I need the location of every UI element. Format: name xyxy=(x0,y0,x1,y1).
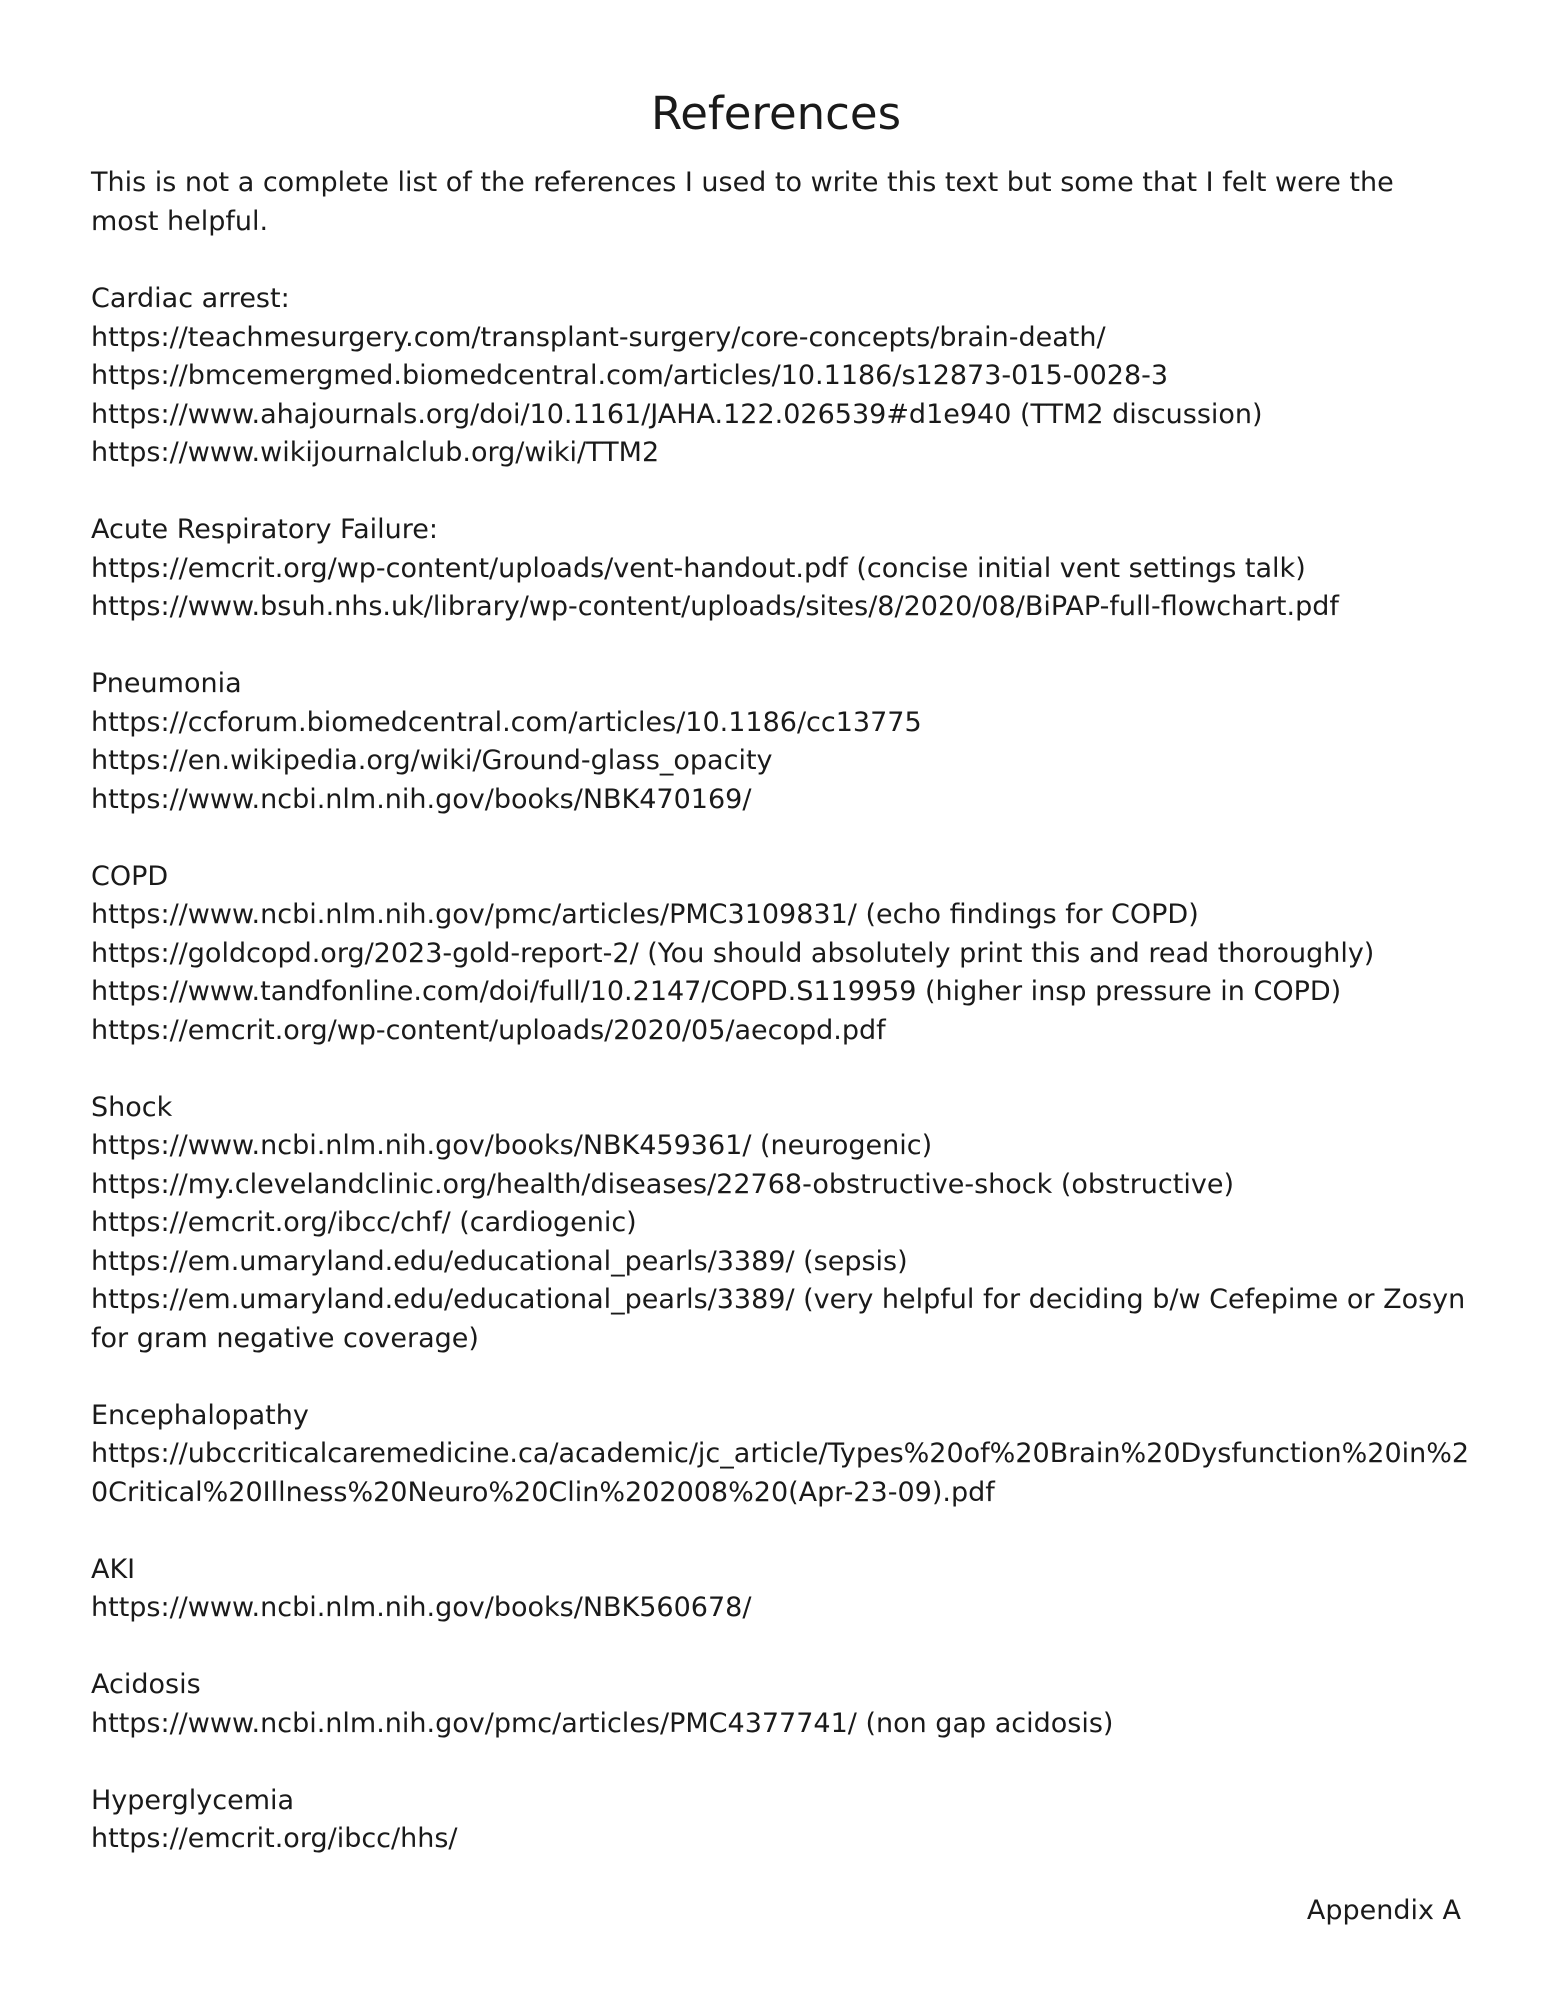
appendix-label: Appendix A xyxy=(1306,1895,1461,1926)
reference-link[interactable]: https://goldcopd.org/2023-gold-report-2/ (You should absolutely print this and read thoroughly) xyxy=(91,937,1375,969)
section-heading: Cardiac arrest: xyxy=(91,283,290,314)
reference-link[interactable]: https://em.umaryland.edu/educational_pearls/3389/ (sepsis) xyxy=(91,1245,908,1277)
reference-section xyxy=(91,511,1471,627)
reference-section xyxy=(91,1551,1471,1628)
reference-link[interactable]: https://bmcemergmed.biomedcentral.com/articles/10.1186/s12873-015-0028-3 xyxy=(91,360,1169,391)
reference-link[interactable]: https://emcrit.org/wp-content/uploads/2020/05/aecopd.pdf xyxy=(91,1014,886,1046)
reference-section xyxy=(91,1782,1471,1859)
reference-link[interactable]: https://em.umaryland.edu/educational_pearls/3389/ (very helpful for deciding b/w Cefepime or Zosyn for gram negative coverage) xyxy=(91,1284,1466,1354)
section-heading: Hyperglycemia xyxy=(91,1784,295,1816)
reference-link[interactable]: https://www.ncbi.nlm.nih.gov/books/NBK470169/ xyxy=(91,783,752,815)
reference-section xyxy=(91,858,1471,1051)
reference-link[interactable]: https://www.ncbi.nlm.nih.gov/books/NBK459361/ (neurogenic) xyxy=(91,1130,933,1161)
reference-section xyxy=(91,280,1471,473)
page-title: References xyxy=(650,87,902,140)
reference-section xyxy=(91,1089,1471,1359)
section-heading: Pneumonia xyxy=(91,668,242,699)
section-heading: Acidosis xyxy=(91,1669,201,1700)
reference-link[interactable]: https://emcrit.org/wp-content/uploads/vent-handout.pdf (concise initial vent settings talk) xyxy=(91,552,1306,584)
section-heading: AKI xyxy=(91,1553,136,1585)
reference-section xyxy=(91,1666,1471,1743)
reference-link[interactable]: https://emcrit.org/ibcc/chf/ (cardiogenic) xyxy=(91,1207,637,1238)
reference-link[interactable]: https://emcrit.org/ibcc/hhs/ xyxy=(91,1823,458,1854)
reference-link[interactable]: https://www.bsuh.nhs.uk/library/wp-content/uploads/sites/8/2020/08/BiPAP-full-flowchart.pdf xyxy=(91,591,1339,622)
reference-link[interactable]: https://teachmesurgery.com/transplant-surgery/core-concepts/brain-death/ xyxy=(91,321,1106,353)
section-heading: COPD xyxy=(91,860,169,892)
section-heading: Acute Respiratory Failure: xyxy=(91,514,438,545)
section-heading: Encephalopathy xyxy=(91,1399,309,1431)
reference-link[interactable]: https://en.wikipedia.org/wiki/Ground-glass_opacity xyxy=(91,745,773,776)
section-heading: Shock xyxy=(91,1091,173,1123)
intro-paragraph: This is not a complete list of the references I used to write this text but some that I felt were the most helpful. xyxy=(91,167,1394,237)
reference-section xyxy=(91,1397,1471,1513)
reference-link[interactable]: https://www.tandfonline.com/doi/full/10.2147/COPD.S119959 (higher insp pressure in COPD) xyxy=(91,976,1342,1007)
reference-link[interactable]: https://www.ncbi.nlm.nih.gov/pmc/articles/PMC3109831/ (echo findings for COPD) xyxy=(91,899,1199,930)
reference-sections xyxy=(91,280,1471,1897)
reference-section xyxy=(91,665,1471,819)
reference-link[interactable]: https://ubccriticalcaremedicine.ca/academic/jc_article/Types%20of%20Brain%20Dysfunction%20in%20Critical%20Illness%20Neuro%20Clin%202008%20(Apr-23-09).pdf xyxy=(91,1438,1470,1508)
reference-link[interactable]: https://my.clevelandclinic.org/health/diseases/22768-obstructive-shock (obstructive) xyxy=(91,1168,1234,1200)
reference-link[interactable]: https://ccforum.biomedcentral.com/articles/10.1186/cc13775 xyxy=(91,706,922,738)
reference-link[interactable]: https://www.wikijournalclub.org/wiki/TTM2 xyxy=(91,437,660,468)
document-page xyxy=(91,0,1470,2000)
reference-link[interactable]: https://www.ncbi.nlm.nih.gov/pmc/articles/PMC4377741/ (non gap acidosis) xyxy=(91,1707,1114,1739)
reference-link[interactable]: https://www.ncbi.nlm.nih.gov/books/NBK560678/ xyxy=(91,1592,752,1623)
reference-link[interactable]: https://www.ahajournals.org/doi/10.1161/JAHA.122.026539#d1e940 (TTM2 discussion) xyxy=(91,398,1263,430)
